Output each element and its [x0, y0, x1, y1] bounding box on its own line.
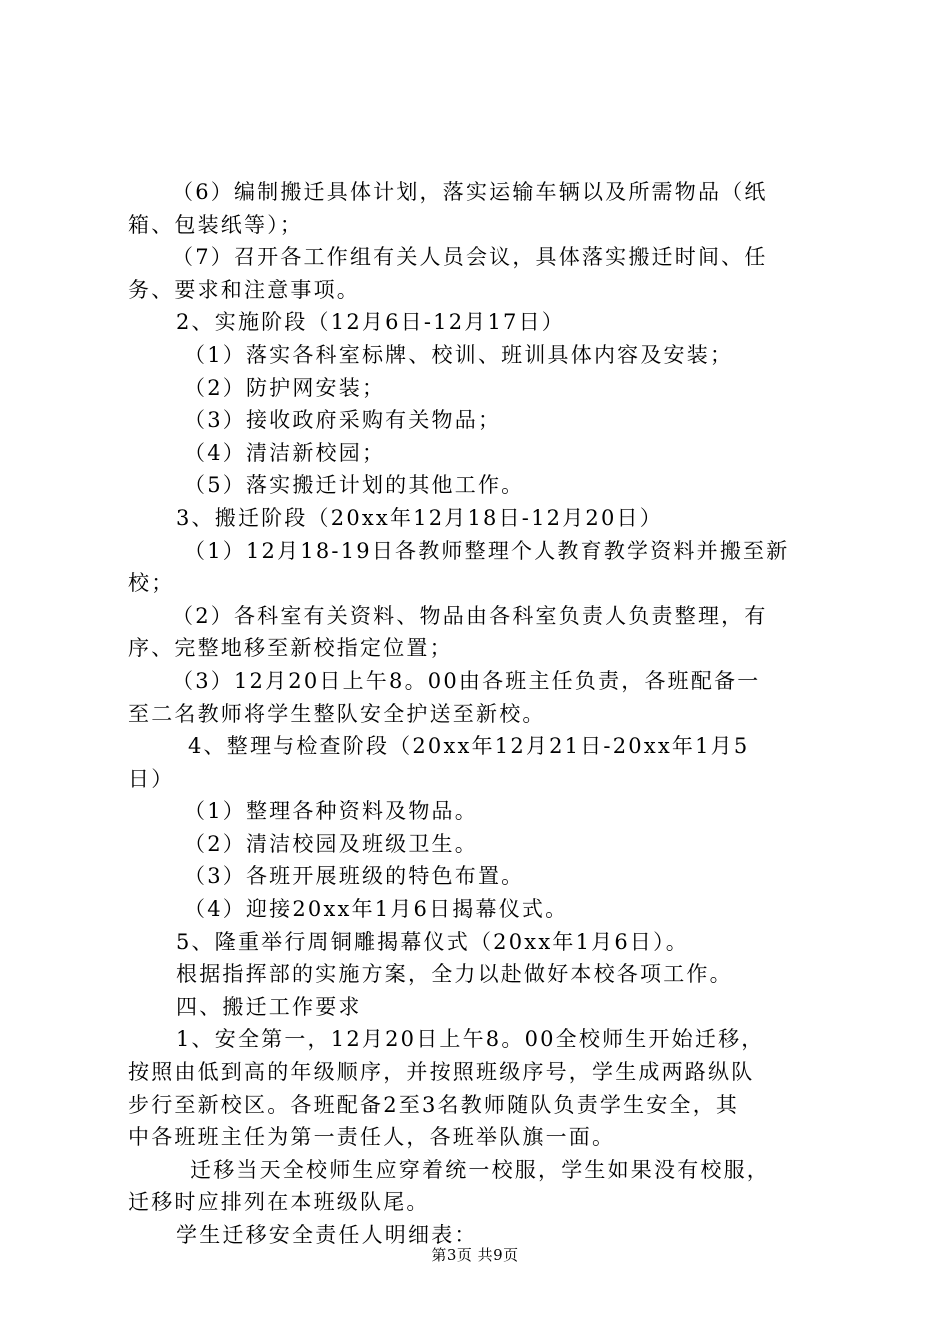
text-line: （3）12月20日上午8。00由各班主任负责，各班配备一	[172, 668, 761, 693]
text-line: 根据指挥部的实施方案，全力以赴做好本校各项工作。	[176, 962, 733, 987]
text-line: （4）清洁新校园；	[184, 440, 386, 465]
text-line: 箱、包装纸等）；	[128, 212, 304, 237]
text-line: （6）编制搬迁具体计划，落实运输车辆以及所需物品（纸	[172, 180, 768, 204]
text-line: （5）落实搬迁计划的其他工作。	[184, 473, 525, 498]
text-line: 学生迁移安全责任人明细表：	[176, 1223, 478, 1247]
text-line: （1）整理各种资料及物品。	[184, 799, 478, 824]
text-line: 迁移当天全校师生应穿着统一校服，学生如果没有校服，	[190, 1157, 770, 1182]
text-line: 1、安全第一，12月20日上午8。00全校师生开始迁移，	[176, 1027, 765, 1052]
text-line: 步行至新校区。各班配备2至3名教师随队负责学生安全，其	[128, 1092, 740, 1117]
text-line: 务、要求和注意事项。	[128, 277, 360, 302]
text-line: （3）接收政府采购有关物品；	[184, 408, 502, 433]
text-line: （2）防护网安装；	[184, 375, 386, 400]
text-line: 四、搬迁工作要求	[176, 994, 362, 1019]
text-line: 5、隆重举行周铜雕揭幕仪式（20xx年1月6日）。	[176, 929, 689, 954]
text-line: （4）迎接20xx年1月6日揭幕仪式。	[184, 897, 569, 922]
text-line: （2）清洁校园及班级卫生。	[184, 831, 478, 856]
text-line: （7）召开各工作组有关人员会议，具体落实搬迁时间、任	[172, 245, 768, 270]
text-line: 4、整理与检查阶段（20xx年12月21日-20xx年1月5	[188, 734, 750, 759]
text-line: 校；	[128, 571, 175, 596]
text-line: （3）各班开展班级的特色布置。	[184, 864, 525, 889]
document-body	[128, 176, 834, 1252]
text-line: （2）各科室有关资料、物品由各科室负责人负责整理，有	[172, 603, 768, 628]
text-line: 按照由低到高的年级顺序，并按照班级序号，学生成两路纵队	[128, 1060, 755, 1085]
text-line: 3、搬迁阶段（20xx年12月18日-12月20日）	[176, 505, 663, 530]
text-line: 2、实施阶段（12月6日-12月17日）	[176, 310, 565, 335]
text-line: 日）	[128, 766, 175, 791]
page-footer: 第3页 共9页	[431, 1246, 519, 1264]
text-line: （1）12月18-19日各教师整理个人教育教学资料并搬至新	[184, 538, 790, 563]
text-line: 中各班班主任为第一责任人，各班举队旗一面。	[128, 1125, 616, 1150]
text-line: （1）落实各科室标牌、校训、班训具体内容及安装；	[184, 342, 734, 367]
text-line: 序、完整地移至新校指定位置；	[128, 636, 453, 661]
text-line: 迁移时应排列在本班级队尾。	[128, 1190, 430, 1215]
text-line: 至二名教师将学生整队安全护送至新校。	[128, 701, 546, 726]
